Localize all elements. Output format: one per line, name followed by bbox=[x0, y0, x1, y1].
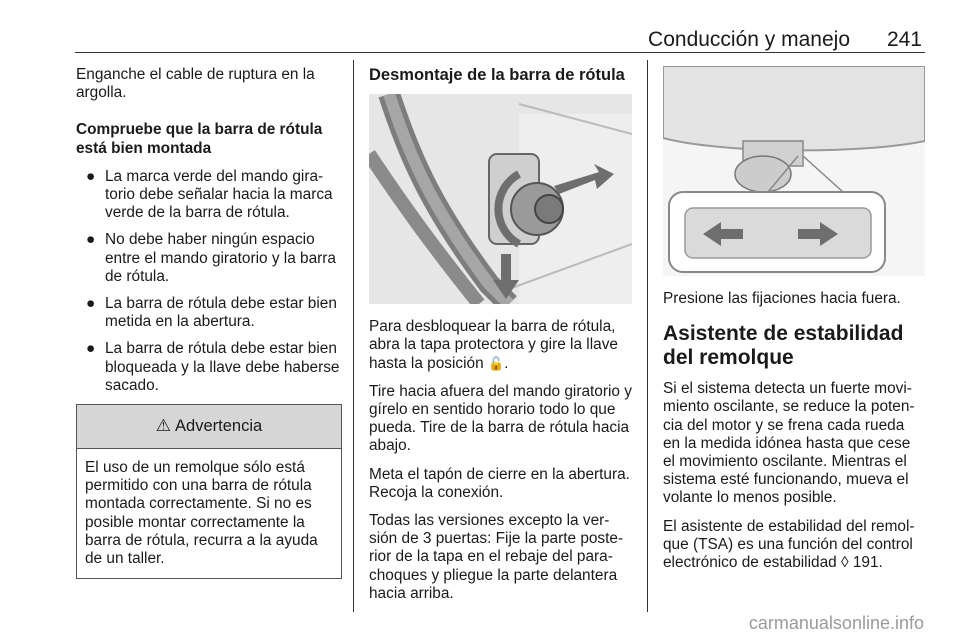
paragraph-pull-knob: Tire hacia afuera del mando giratorio y gírelo en sentido horario todo lo que pueda. Tire de la barra de rótula hacia abajo. bbox=[369, 382, 632, 455]
bumper-drawing bbox=[663, 66, 925, 276]
bumper-cover-illustration bbox=[663, 66, 925, 276]
column-left bbox=[76, 66, 342, 579]
page-reference-link[interactable]: 191. bbox=[852, 554, 883, 572]
bullet-icon: ● bbox=[86, 340, 96, 358]
warning-triangle-icon: ⚠ bbox=[155, 416, 172, 436]
watermark: carmanualsonline.info bbox=[748, 613, 924, 633]
paragraph-versions: Todas las versiones excepto la ver-sión de 3 puertas: Fije la parte poste-rior de la tapa en el rebaje del para-choques y pliegue la parte delantera hacia arriba. bbox=[369, 512, 624, 602]
section-heading-trailer-stability: Asistente de estabilidad del remolque bbox=[663, 322, 904, 370]
column-middle bbox=[369, 66, 635, 613]
bullet-icon: ● bbox=[86, 231, 96, 249]
list-item: ● La barra de rótula debe estar bien metida en la abertura. bbox=[86, 295, 337, 331]
list-item: ● La marca verde del mando gira-torio debe señalar hacia la marca verde de la barra de rótula. bbox=[86, 167, 333, 222]
column-divider-right bbox=[647, 60, 648, 612]
intro-paragraph: Enganche el cable de ruptura en la argolla. bbox=[76, 66, 315, 102]
paragraph-tsa-esc: El asistente de estabilidad del remol-que (TSA) es una función del control electrónico de estabilidad ◊ 191. bbox=[663, 517, 915, 572]
column-divider-left bbox=[353, 60, 354, 612]
warning-box bbox=[76, 404, 342, 579]
header-title: Conducción y manejo bbox=[648, 28, 850, 51]
tow-bar-drawing bbox=[369, 94, 632, 304]
list-item: ● La barra de rótula debe estar bien bloqueada y la llave debe haberse sacado. bbox=[86, 340, 340, 394]
bullet-icon: ● bbox=[86, 295, 96, 313]
paragraph-insert-plug: Meta el tapón de cierre en la abertura. Recoja la conexión. bbox=[369, 465, 630, 501]
figure-caption: Presione las fijaciones hacia fuera. bbox=[663, 290, 901, 307]
warning-title: Advertencia bbox=[175, 417, 263, 436]
paragraph-unlock: Para desbloquear la barra de rótula, abra la tapa protectora y gire la llave hasta la posición 🔓. bbox=[369, 318, 618, 372]
page-number: 241 bbox=[886, 28, 922, 51]
check-list bbox=[76, 168, 342, 395]
check-subheading: Compruebe que la barra de rótula está bien montada bbox=[76, 121, 323, 157]
tow-bar-unlock-illustration bbox=[369, 94, 632, 304]
lock-icon: 🔓 bbox=[487, 355, 505, 371]
paragraph-tsa-description: Si el sistema detecta un fuerte movi-miento oscilante, se reduce la poten-cia del motor y se frena cada rueda en la medida idónea hasta que cese el movimiento oscilante. Mientras el sistema esté funcionando, mueva el volante lo menos posible. bbox=[663, 380, 915, 507]
column-right bbox=[663, 66, 925, 582]
warning-header bbox=[77, 405, 341, 449]
warning-text: El uso de un remolque sólo está permitido con una barra de rótula montada correctamente. Si no es posible montar correctamente la barra de rótula, recurra a la ayuda de un taller. bbox=[85, 459, 318, 568]
bullet-icon: ● bbox=[86, 167, 96, 185]
section-heading-removal: Desmontaje de la barra de rótula bbox=[369, 66, 625, 84]
header-rule bbox=[75, 52, 925, 53]
list-item: ● No debe haber ningún espacio entre el mando giratorio y la barra de rótula. bbox=[86, 231, 336, 285]
page-reference-icon: ◊ bbox=[840, 554, 849, 572]
